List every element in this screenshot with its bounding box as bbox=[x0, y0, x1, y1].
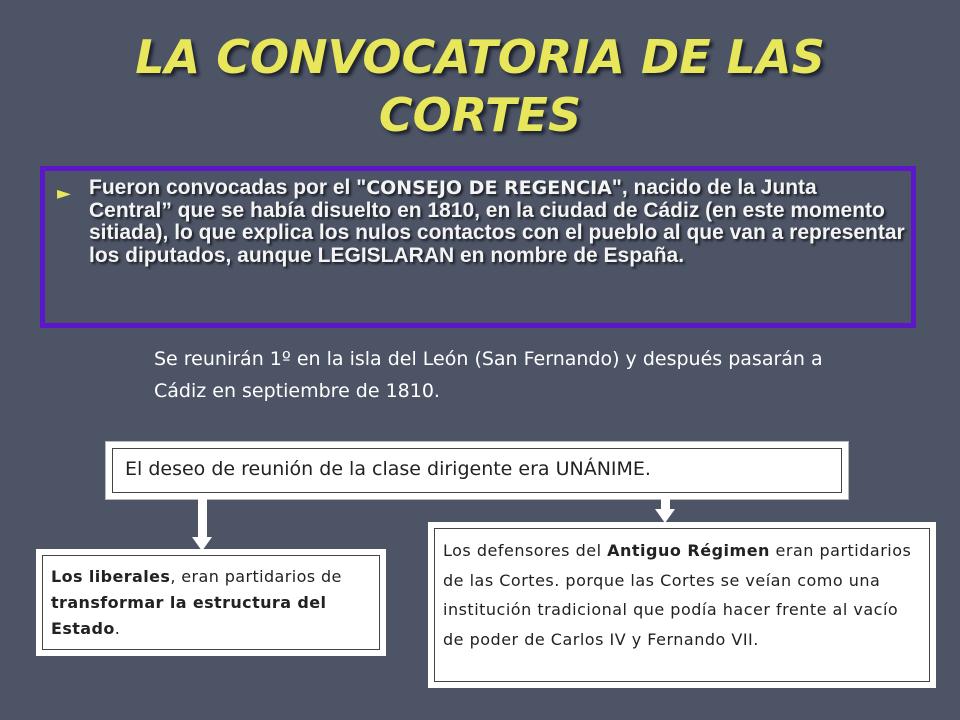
arrow-right-head bbox=[655, 509, 675, 523]
liberals-text-1: , eran partidarios de bbox=[170, 567, 342, 586]
liberals-box-inner bbox=[42, 555, 380, 650]
desire-box-inner bbox=[112, 448, 842, 493]
liberals-bold-2: transformar la estructura del Estado bbox=[51, 593, 327, 638]
arrow-left-line bbox=[198, 494, 207, 538]
main-text-after: ", nacido de la Junta Central” que se había disuelto en 1810, en la ciudad de Cádiz (en este momento sitiada), lo que explica los nulos contactos con el pueblo al que van a representar los diputados, aunque LEGISLARAN en nombre de España. bbox=[89, 176, 905, 267]
old-regime-box-inner bbox=[434, 528, 930, 682]
old-regime-text-2: eran partidarios de las Cortes. porque las Cortes se veían como una institución tradicional que podía hacer frente al vacío de poder de Carlos IV y Fernando VII. bbox=[443, 541, 912, 649]
liberals-text bbox=[51, 564, 371, 642]
arrow-right-line bbox=[661, 494, 670, 510]
main-text-box bbox=[40, 166, 916, 328]
old-regime-bold: Antiguo Régimen bbox=[607, 541, 770, 560]
old-regime-text bbox=[443, 536, 923, 654]
main-text-before: Fueron convocadas por el " bbox=[89, 176, 367, 199]
liberals-text-2: . bbox=[114, 619, 121, 638]
slide-title: LA CONVOCATORIA DE LAS CORTES bbox=[135, 30, 825, 142]
main-paragraph bbox=[89, 177, 905, 267]
liberals-bold-1: Los liberales bbox=[51, 567, 171, 586]
desire-box bbox=[106, 442, 848, 499]
bullet-arrow-icon: ► bbox=[57, 183, 71, 204]
liberals-box bbox=[36, 549, 386, 656]
desire-text: El deseo de reunión de la clase dirigente era UNÁNIME. bbox=[125, 458, 651, 480]
meeting-note: Se reunirán 1º en la isla del León (San Fernando) y después pasarán a Cádiz en septiembre de 1810. bbox=[154, 348, 823, 402]
old-regime-box bbox=[428, 522, 936, 688]
old-regime-text-1: Los defensores del bbox=[443, 541, 608, 560]
main-highlight: CONSEJO DE REGENCIA bbox=[366, 177, 612, 199]
